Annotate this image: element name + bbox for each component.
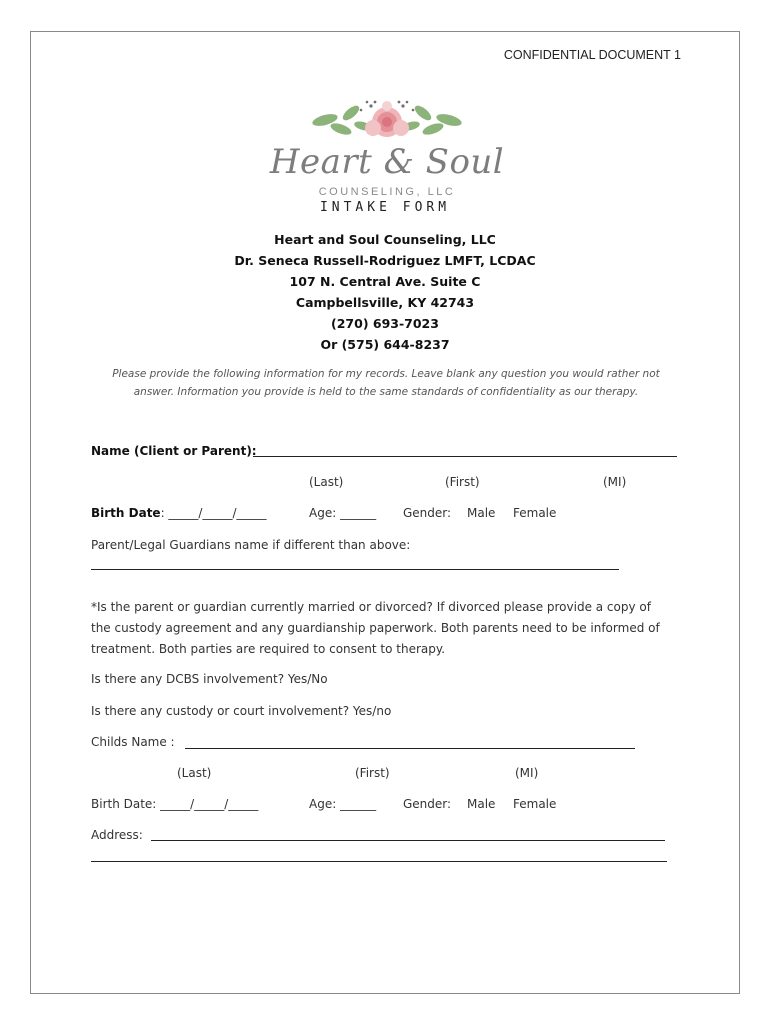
confidential-header: CONFIDENTIAL DOCUMENT 1	[503, 48, 681, 62]
custody-line: *Is the parent or guardian currently married or divorced? If divorced please provide a copy of	[91, 600, 651, 614]
first-caption: (First)	[445, 475, 480, 489]
birth-date-label: Birth Date	[91, 506, 161, 520]
court-question: Is there any custody or court involvement? Yes/no	[91, 704, 392, 718]
child-gender-label: Gender:	[403, 797, 452, 811]
address-field[interactable]	[151, 840, 665, 841]
logo-subtitle: COUNSELING, LLC	[318, 186, 456, 198]
guardian-label: Parent/Legal Guardians name if different than above:	[91, 538, 411, 552]
gender-female-option[interactable]: Female	[513, 506, 557, 520]
custody-line: the custody agreement and any guardianship paperwork. Both parents need to be informed of	[91, 621, 660, 635]
form-title: INTAKE FORM	[319, 200, 451, 215]
name-label: Name (Client or Parent):	[91, 444, 257, 458]
contact-line: 107 N. Central Ave. Suite C	[289, 274, 481, 289]
child-mi-caption: (MI)	[515, 766, 539, 780]
logo-wordmark: Heart & Soul	[269, 142, 505, 182]
custody-paragraph	[91, 597, 691, 660]
address-label: Address:	[91, 828, 143, 842]
contact-line: Campbellsville, KY 42743	[295, 295, 475, 310]
child-name-field[interactable]	[185, 748, 635, 749]
floral-wreath-icon	[267, 96, 507, 146]
child-first-caption: (First)	[355, 766, 390, 780]
child-age-field[interactable]: Age: ______	[309, 797, 377, 811]
guardian-field[interactable]	[91, 569, 619, 570]
child-last-caption: (Last)	[177, 766, 212, 780]
contact-line: Heart and Soul Counseling, LLC	[274, 232, 496, 247]
contact-line: Dr. Seneca Russell-Rodriguez LMFT, LCDAC	[234, 253, 536, 268]
gender-male-option[interactable]: Male	[467, 506, 496, 520]
age-field[interactable]: Age: ______	[309, 506, 377, 520]
birth-date-field[interactable]: : _____/_____/_____	[160, 506, 267, 520]
company-logo	[267, 96, 507, 216]
birth-date-row	[91, 506, 267, 520]
last-caption: (Last)	[309, 475, 344, 489]
custody-line: treatment. Both parties are required to consent to therapy.	[91, 642, 446, 656]
child-name-label: Childs Name :	[91, 735, 175, 749]
notice-line: answer. Information you provide is held to the same standards of confidentiality as our therapy.	[133, 386, 639, 398]
child-birth-date-field[interactable]: Birth Date: _____/_____/_____	[91, 797, 259, 811]
dcbs-question: Is there any DCBS involvement? Yes/No	[91, 672, 328, 686]
notice-line: Please provide the following information for my records. Leave blank any question you would rather not	[112, 368, 660, 380]
name-field[interactable]	[253, 456, 677, 457]
privacy-notice	[101, 365, 671, 401]
document-page	[30, 31, 740, 994]
address-field-line-2[interactable]	[91, 861, 667, 862]
contact-line: Or (575) 644-8237	[320, 337, 450, 352]
gender-label: Gender:	[403, 506, 452, 520]
contact-block	[31, 229, 739, 355]
child-gender-male-option[interactable]: Male	[467, 797, 496, 811]
mi-caption: (MI)	[603, 475, 627, 489]
contact-line: (270) 693-7023	[331, 316, 439, 331]
child-gender-female-option[interactable]: Female	[513, 797, 557, 811]
